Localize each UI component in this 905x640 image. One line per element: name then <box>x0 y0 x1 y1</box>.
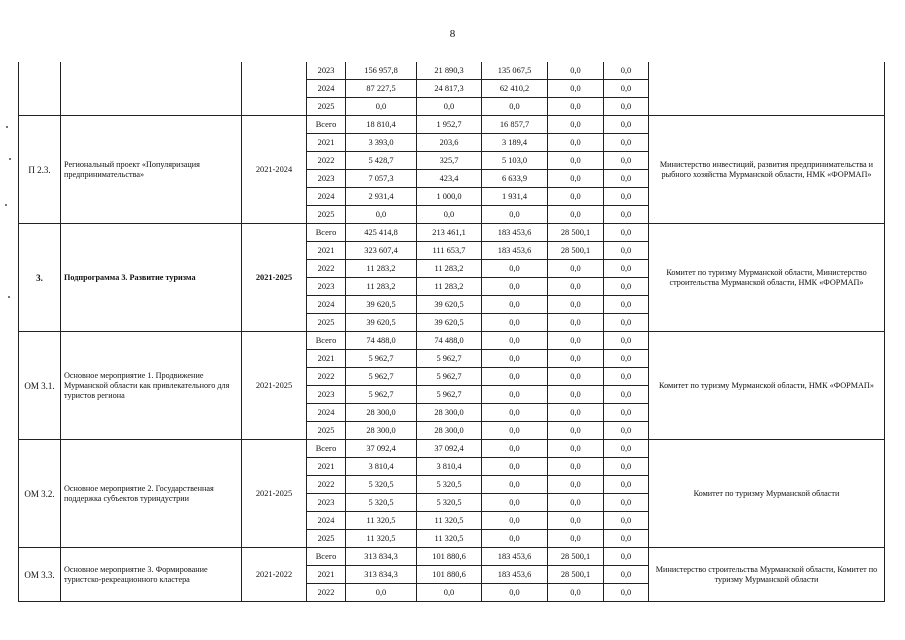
amount-cell: 0,0 <box>482 422 548 440</box>
table-row <box>19 332 885 350</box>
amount-cell: 0,0 <box>604 80 649 98</box>
amount-cell: 0,0 <box>482 458 548 476</box>
amount-cell: 0,0 <box>548 422 604 440</box>
amount-cell: 0,0 <box>482 278 548 296</box>
amount-cell: 0,0 <box>604 116 649 134</box>
amount-cell: 323 607,4 <box>346 242 417 260</box>
amount-cell: 0,0 <box>604 260 649 278</box>
amount-cell: 0,0 <box>417 206 482 224</box>
amount-cell: 0,0 <box>604 62 649 80</box>
year-cell: 2023 <box>307 494 346 512</box>
amount-cell: 0,0 <box>604 152 649 170</box>
row-period <box>242 62 307 116</box>
year-cell: 2025 <box>307 314 346 332</box>
amount-cell: 0,0 <box>482 368 548 386</box>
amount-cell: 21 890,3 <box>417 62 482 80</box>
amount-cell: 11 320,5 <box>346 512 417 530</box>
year-cell: 2021 <box>307 242 346 260</box>
amount-cell: 0,0 <box>346 206 417 224</box>
row-name: Основное мероприятие 3. Формирование туристско-рекреационного кластера <box>61 548 242 602</box>
year-cell: Всего <box>307 116 346 134</box>
amount-cell: 11 283,2 <box>346 260 417 278</box>
amount-cell: 0,0 <box>604 278 649 296</box>
amount-cell: 0,0 <box>604 476 649 494</box>
amount-cell: 5 962,7 <box>417 368 482 386</box>
amount-cell: 425 414,8 <box>346 224 417 242</box>
amount-cell: 28 300,0 <box>417 422 482 440</box>
amount-cell: 0,0 <box>604 584 649 602</box>
amount-cell: 5 320,5 <box>417 476 482 494</box>
year-cell: 2024 <box>307 404 346 422</box>
amount-cell: 0,0 <box>604 368 649 386</box>
amount-cell: 5 962,7 <box>346 386 417 404</box>
row-executors: Комитет по туризму Мурманской области, Министерство строительства Мурманской области, НМК «ФОРМАП» <box>649 224 885 332</box>
year-cell: 2022 <box>307 584 346 602</box>
amount-cell: 0,0 <box>604 206 649 224</box>
year-cell: 2024 <box>307 80 346 98</box>
amount-cell: 74 488,0 <box>346 332 417 350</box>
year-cell: 2025 <box>307 206 346 224</box>
table-row <box>19 116 885 134</box>
amount-cell: 0,0 <box>482 350 548 368</box>
amount-cell: 0,0 <box>548 350 604 368</box>
row-executors: Министерство строительства Мурманской области, Комитет по туризму Мурманской области <box>649 548 885 602</box>
year-cell: 2024 <box>307 296 346 314</box>
table-body <box>19 62 885 602</box>
amount-cell: 28 500,1 <box>548 242 604 260</box>
amount-cell: 0,0 <box>548 98 604 116</box>
row-executors: Министерство инвестиций, развития предпринимательства и рыбного хозяйства Мурманской области, НМК «ФОРМАП» <box>649 116 885 224</box>
amount-cell: 0,0 <box>548 80 604 98</box>
amount-cell: 0,0 <box>604 422 649 440</box>
table-row <box>19 224 885 242</box>
amount-cell: 0,0 <box>604 134 649 152</box>
amount-cell: 0,0 <box>548 134 604 152</box>
amount-cell: 28 500,1 <box>548 224 604 242</box>
row-period: 2021-2022 <box>242 548 307 602</box>
amount-cell: 5 962,7 <box>417 386 482 404</box>
row-name: Региональный проект «Популяризация предпринимательства» <box>61 116 242 224</box>
row-name <box>61 62 242 116</box>
amount-cell: 5 962,7 <box>346 350 417 368</box>
amount-cell: 0,0 <box>548 512 604 530</box>
year-cell: 2022 <box>307 152 346 170</box>
amount-cell: 0,0 <box>604 440 649 458</box>
amount-cell: 39 620,5 <box>346 296 417 314</box>
table-row <box>19 62 885 80</box>
amount-cell: 5 320,5 <box>346 494 417 512</box>
amount-cell: 101 880,6 <box>417 566 482 584</box>
amount-cell: 3 810,4 <box>417 458 482 476</box>
amount-cell: 0,0 <box>604 386 649 404</box>
row-period: 2021-2025 <box>242 224 307 332</box>
row-period: 2021-2024 <box>242 116 307 224</box>
amount-cell: 156 957,8 <box>346 62 417 80</box>
row-executors: Комитет по туризму Мурманской области <box>649 440 885 548</box>
amount-cell: 0,0 <box>548 260 604 278</box>
amount-cell: 0,0 <box>548 458 604 476</box>
amount-cell: 0,0 <box>482 530 548 548</box>
year-cell: Всего <box>307 440 346 458</box>
amount-cell: 5 103,0 <box>482 152 548 170</box>
amount-cell: 0,0 <box>604 242 649 260</box>
amount-cell: 11 283,2 <box>417 278 482 296</box>
amount-cell: 0,0 <box>604 350 649 368</box>
year-cell: Всего <box>307 332 346 350</box>
amount-cell: 313 834,3 <box>346 548 417 566</box>
amount-cell: 3 810,4 <box>346 458 417 476</box>
year-cell: Всего <box>307 548 346 566</box>
amount-cell: 183 453,6 <box>482 242 548 260</box>
amount-cell: 0,0 <box>482 584 548 602</box>
amount-cell: 0,0 <box>604 458 649 476</box>
amount-cell: 11 320,5 <box>417 512 482 530</box>
year-cell: 2021 <box>307 566 346 584</box>
amount-cell: 37 092,4 <box>346 440 417 458</box>
amount-cell: 325,7 <box>417 152 482 170</box>
page-number: 8 <box>449 28 456 40</box>
amount-cell: 0,0 <box>548 404 604 422</box>
amount-cell: 111 653,7 <box>417 242 482 260</box>
year-cell: 2024 <box>307 512 346 530</box>
year-cell: 2023 <box>307 170 346 188</box>
amount-cell: 0,0 <box>482 476 548 494</box>
row-code: 3. <box>19 224 61 332</box>
amount-cell: 28 500,1 <box>548 548 604 566</box>
year-cell: 2021 <box>307 134 346 152</box>
amount-cell: 0,0 <box>604 314 649 332</box>
amount-cell: 0,0 <box>482 98 548 116</box>
amount-cell: 3 189,4 <box>482 134 548 152</box>
amount-cell: 0,0 <box>604 512 649 530</box>
amount-cell: 0,0 <box>417 584 482 602</box>
row-code: ОМ 3.2. <box>19 440 61 548</box>
amount-cell: 0,0 <box>604 98 649 116</box>
amount-cell: 39 620,5 <box>417 314 482 332</box>
amount-cell: 0,0 <box>482 404 548 422</box>
row-code: ОМ 3.1. <box>19 332 61 440</box>
amount-cell: 0,0 <box>482 296 548 314</box>
amount-cell: 0,0 <box>482 386 548 404</box>
amount-cell: 11 283,2 <box>346 278 417 296</box>
amount-cell: 5 320,5 <box>346 476 417 494</box>
amount-cell: 101 880,6 <box>417 548 482 566</box>
amount-cell: 5 428,7 <box>346 152 417 170</box>
amount-cell: 0,0 <box>604 170 649 188</box>
amount-cell: 28 300,0 <box>346 404 417 422</box>
amount-cell: 0,0 <box>482 314 548 332</box>
amount-cell: 87 227,5 <box>346 80 417 98</box>
row-executors <box>649 62 885 116</box>
amount-cell: 0,0 <box>548 314 604 332</box>
year-cell: 2024 <box>307 188 346 206</box>
amount-cell: 3 393,0 <box>346 134 417 152</box>
amount-cell: 0,0 <box>604 548 649 566</box>
amount-cell: 313 834,3 <box>346 566 417 584</box>
amount-cell: 0,0 <box>548 152 604 170</box>
year-cell: 2021 <box>307 458 346 476</box>
amount-cell: 1 931,4 <box>482 188 548 206</box>
row-executors: Комитет по туризму Мурманской области, НМК «ФОРМАП» <box>649 332 885 440</box>
amount-cell: 0,0 <box>548 170 604 188</box>
amount-cell: 39 620,5 <box>346 314 417 332</box>
amount-cell: 213 461,1 <box>417 224 482 242</box>
scan-mark <box>8 296 10 298</box>
amount-cell: 7 057,3 <box>346 170 417 188</box>
year-cell: 2025 <box>307 98 346 116</box>
amount-cell: 24 817,3 <box>417 80 482 98</box>
amount-cell: 0,0 <box>604 296 649 314</box>
amount-cell: 0,0 <box>604 224 649 242</box>
amount-cell: 5 320,5 <box>417 494 482 512</box>
amount-cell: 0,0 <box>604 530 649 548</box>
amount-cell: 0,0 <box>482 494 548 512</box>
amount-cell: 0,0 <box>482 512 548 530</box>
amount-cell: 37 092,4 <box>417 440 482 458</box>
row-code: ОМ 3.3. <box>19 548 61 602</box>
table-row <box>19 548 885 566</box>
amount-cell: 183 453,6 <box>482 224 548 242</box>
amount-cell: 1 952,7 <box>417 116 482 134</box>
amount-cell: 423,4 <box>417 170 482 188</box>
table-row <box>19 440 885 458</box>
amount-cell: 0,0 <box>604 404 649 422</box>
year-cell: 2023 <box>307 386 346 404</box>
amount-cell: 0,0 <box>482 260 548 278</box>
amount-cell: 2 931,4 <box>346 188 417 206</box>
year-cell: 2021 <box>307 350 346 368</box>
amount-cell: 0,0 <box>548 584 604 602</box>
amount-cell: 5 962,7 <box>417 350 482 368</box>
row-name: Подпрограмма 3. Развитие туризма <box>61 224 242 332</box>
amount-cell: 0,0 <box>548 278 604 296</box>
amount-cell: 183 453,6 <box>482 566 548 584</box>
amount-cell: 11 320,5 <box>417 530 482 548</box>
amount-cell: 0,0 <box>482 332 548 350</box>
year-cell: 2022 <box>307 368 346 386</box>
year-cell: 2022 <box>307 260 346 278</box>
amount-cell: 0,0 <box>548 62 604 80</box>
amount-cell: 0,0 <box>548 476 604 494</box>
amount-cell: 11 283,2 <box>417 260 482 278</box>
amount-cell: 0,0 <box>548 494 604 512</box>
amount-cell: 0,0 <box>548 188 604 206</box>
amount-cell: 39 620,5 <box>417 296 482 314</box>
amount-cell: 5 962,7 <box>346 368 417 386</box>
row-name: Основное мероприятие 2. Государственная поддержка субъектов туриндустрии <box>61 440 242 548</box>
amount-cell: 62 410,2 <box>482 80 548 98</box>
amount-cell: 1 000,0 <box>417 188 482 206</box>
scan-mark <box>9 158 11 160</box>
amount-cell: 0,0 <box>548 206 604 224</box>
amount-cell: 0,0 <box>346 584 417 602</box>
amount-cell: 0,0 <box>548 386 604 404</box>
amount-cell: 0,0 <box>548 440 604 458</box>
row-name: Основное мероприятие 1. Продвижение Мурманской области как привлекательного для туристов региона <box>61 332 242 440</box>
year-cell: 2023 <box>307 278 346 296</box>
amount-cell: 0,0 <box>548 368 604 386</box>
year-cell: 2023 <box>307 62 346 80</box>
amount-cell: 28 500,1 <box>548 566 604 584</box>
amount-cell: 203,6 <box>417 134 482 152</box>
row-code <box>19 62 61 116</box>
amount-cell: 0,0 <box>604 494 649 512</box>
year-cell: Всего <box>307 224 346 242</box>
amount-cell: 0,0 <box>417 98 482 116</box>
year-cell: 2022 <box>307 476 346 494</box>
amount-cell: 6 633,9 <box>482 170 548 188</box>
scan-mark <box>6 126 8 128</box>
amount-cell: 18 810,4 <box>346 116 417 134</box>
year-cell: 2025 <box>307 530 346 548</box>
amount-cell: 0,0 <box>548 116 604 134</box>
amount-cell: 28 300,0 <box>346 422 417 440</box>
amount-cell: 183 453,6 <box>482 548 548 566</box>
amount-cell: 0,0 <box>346 98 417 116</box>
amount-cell: 16 857,7 <box>482 116 548 134</box>
scan-mark <box>5 204 7 206</box>
year-cell: 2025 <box>307 422 346 440</box>
amount-cell: 0,0 <box>604 332 649 350</box>
amount-cell: 0,0 <box>482 440 548 458</box>
amount-cell: 11 320,5 <box>346 530 417 548</box>
amount-cell: 0,0 <box>548 296 604 314</box>
row-period: 2021-2025 <box>242 332 307 440</box>
row-code: П 2.3. <box>19 116 61 224</box>
amount-cell: 0,0 <box>482 206 548 224</box>
amount-cell: 0,0 <box>604 188 649 206</box>
amount-cell: 28 300,0 <box>417 404 482 422</box>
amount-cell: 135 067,5 <box>482 62 548 80</box>
amount-cell: 0,0 <box>548 332 604 350</box>
budget-table <box>18 62 885 602</box>
amount-cell: 74 488,0 <box>417 332 482 350</box>
amount-cell: 0,0 <box>604 566 649 584</box>
amount-cell: 0,0 <box>548 530 604 548</box>
row-period: 2021-2025 <box>242 440 307 548</box>
